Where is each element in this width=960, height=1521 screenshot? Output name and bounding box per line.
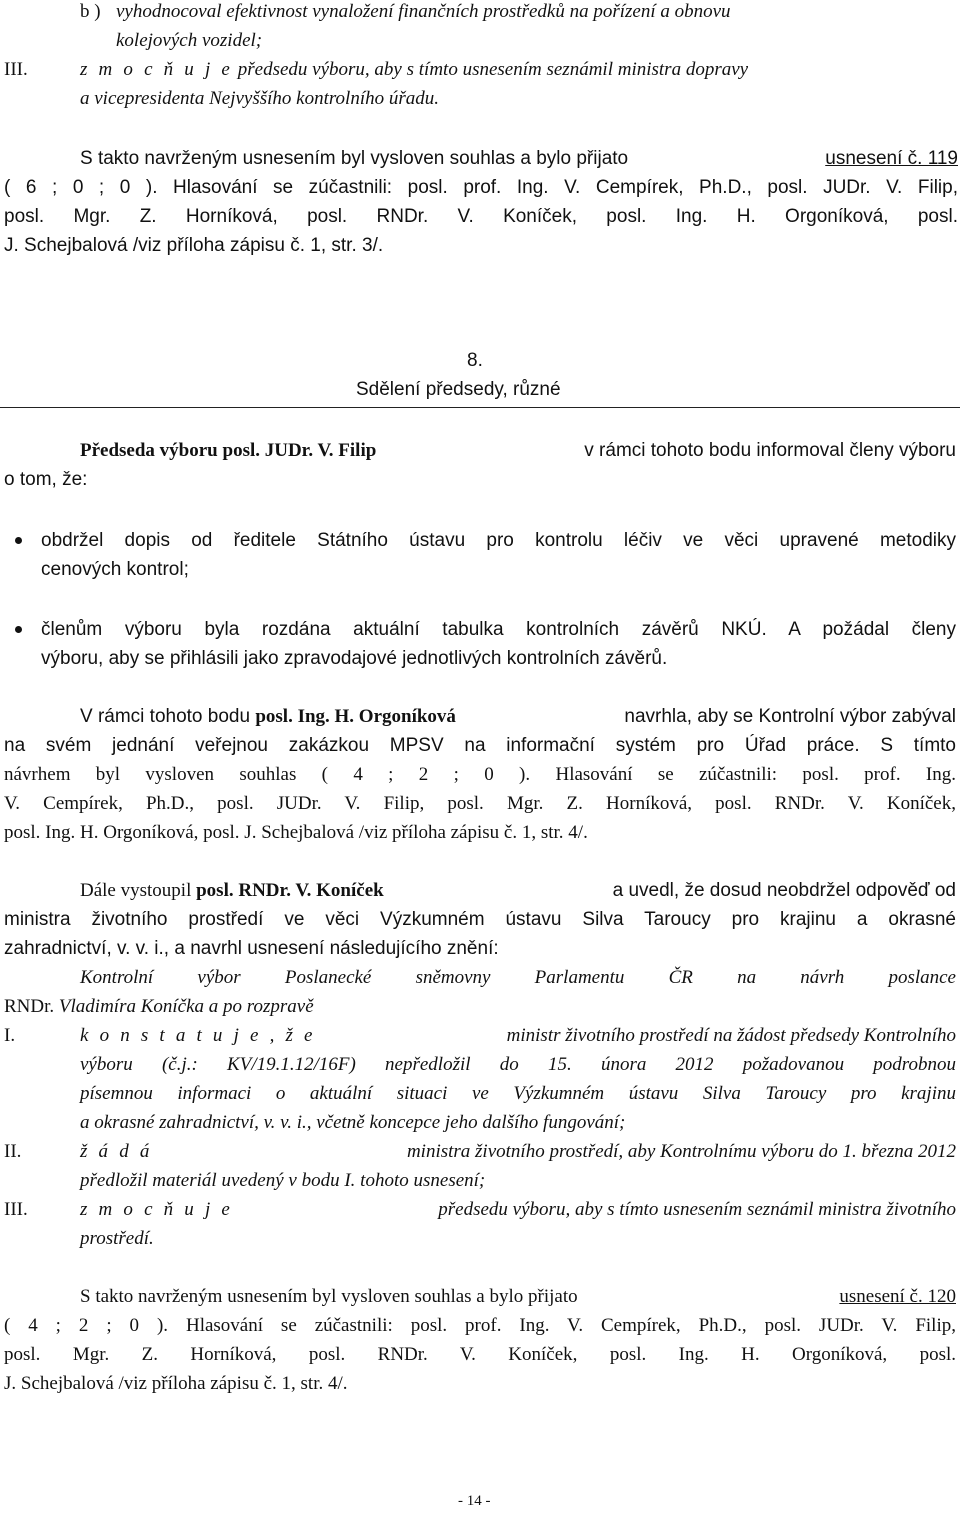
item-iii-marker: III. bbox=[4, 59, 28, 80]
paragraph-konicek-line2: ministra životního prostředí ve věci Výzkumném ústavu Silva Taroucy pro krajinu a okrasné bbox=[4, 909, 956, 930]
resolution-119-intro: S takto navrženým usnesením byl vysloven souhlas a bylo přijato bbox=[80, 148, 629, 169]
item-iii-text-line2: a vicepresidenta Nejvyššího kontrolního úřadu. bbox=[80, 88, 440, 109]
chair-name: Předseda výboru posl. JUDr. V. Filip bbox=[80, 440, 377, 461]
paragraph-orgonikova-line3: návrhem byl vysloven souhlas ( 4 ; 2 ; 0 ). Hlasování se zúčastnili: posl. prof. Ing. bbox=[4, 764, 956, 785]
item-b-text-line1: vyhodnocoval efektivnost vynaložení finančních prostředků na pořízení a obnovu bbox=[116, 1, 731, 22]
resolution-iii-keyword: z m o c ň u j e bbox=[80, 1199, 234, 1220]
resolution-120-number: usnesení č. 120 bbox=[839, 1286, 956, 1307]
paragraph-orgonikova-line2: na svém jednání veřejnou zakázkou MPSV na informační systém pro Úřad práce. S tímto bbox=[4, 735, 956, 756]
paragraph-konicek-rest: a uvedl, že dosud neobdržel odpověď od bbox=[612, 880, 956, 901]
bullet-2-line1: členům výboru byla rozdána aktuální tabulka kontrolních závěrů NKÚ. A požádal členy bbox=[41, 619, 956, 640]
chair-statement-line1 bbox=[80, 436, 956, 465]
resolution-120-line3: posl. Mgr. Z. Horníková, posl. RNDr. V. Koníček, posl. Ing. H. Orgoníková, posl. bbox=[4, 1344, 956, 1365]
resolution-i-keyword: k o n s t a t u j e , ž e bbox=[80, 1025, 316, 1046]
paragraph-orgonikova-line1 bbox=[80, 702, 956, 731]
chair-statement-rest: v rámci tohoto bodu informoval členy výboru bbox=[584, 440, 956, 461]
resolution-iii-line1-rest: předsedu výboru, aby s tímto usnesením seznámil ministra životního bbox=[438, 1199, 956, 1220]
paragraph-konicek-line1 bbox=[80, 876, 956, 905]
resolution-119-line3: posl. Mgr. Z. Horníková, posl. RNDr. V. Koníček, posl. Ing. H. Orgoníková, posl. bbox=[4, 206, 958, 227]
section-divider bbox=[0, 407, 960, 408]
resolution-iii-line2: prostředí. bbox=[80, 1228, 154, 1249]
resolution-i-marker: I. bbox=[4, 1025, 16, 1046]
resolution-120-line4: J. Schejbalová /viz příloha zápisu č. 1, str. 4/. bbox=[4, 1373, 348, 1394]
resolution-ii-keyword: ž á d á bbox=[80, 1141, 153, 1162]
resolution-intro-rest: Vladimíra Koníčka a po rozpravě bbox=[58, 996, 314, 1017]
item-b-text-line2: kolejových vozidel; bbox=[116, 30, 263, 51]
resolution-ii-line1-rest: ministra životního prostředí, aby Kontrolnímu výboru do 1. března 2012 bbox=[406, 1141, 956, 1162]
bullet-1-line1: obdržel dopis od ředitele Státního ústavu pro kontrolu léčiv ve věci upravené metodiky bbox=[41, 530, 956, 551]
resolution-ii-line2: předložil materiál uvedený v bodu I. tohoto usnesení; bbox=[80, 1170, 486, 1191]
resolution-i-line4: a okrasné zahradnictví, v. v. i., včetně koncepce jeho dalšího fungování; bbox=[80, 1112, 626, 1133]
paragraph-konicek-name: posl. RNDr. V. Koníček bbox=[196, 880, 384, 901]
bullet-1-line2: cenových kontrol; bbox=[41, 559, 189, 580]
paragraph-orgonikova-name: posl. Ing. H. Orgoníková bbox=[255, 706, 456, 727]
section-number: 8. bbox=[467, 350, 483, 371]
chair-statement-line2: o tom, že: bbox=[4, 469, 88, 490]
paragraph-konicek-lead: Dále vystoupil bbox=[80, 880, 192, 901]
section-title: Sdělení předsedy, různé bbox=[356, 379, 561, 400]
paragraph-orgonikova-rest: navrhla, aby se Kontrolní výbor zabýval bbox=[624, 706, 956, 727]
paragraph-orgonikova-line4: V. Cempírek, Ph.D., posl. JUDr. V. Filip, posl. Mgr. Z. Horníková, posl. RNDr. V. Koníček, bbox=[4, 793, 956, 814]
resolution-intro-prefix: RNDr. bbox=[4, 996, 55, 1017]
resolution-119-line2: ( 6 ; 0 ; 0 ). Hlasování se zúčastnili: posl. prof. Ing. V. Cempírek, Ph.D., posl. JUDr. V. Filip, bbox=[4, 177, 958, 198]
paragraph-orgonikova-line5: posl. Ing. H. Orgoníková, posl. J. Schejbalová /viz příloha zápisu č. 1, str. 4/. bbox=[4, 822, 588, 843]
resolution-120-line1 bbox=[80, 1282, 956, 1311]
resolution-i-line3: písemnou informaci o aktuální situaci ve Výzkumném ústavu Silva Taroucy pro krajinu bbox=[80, 1083, 956, 1104]
item-iii-line1-rest: předsedu výboru, aby s tímto usnesením seznámil ministra dopravy bbox=[237, 59, 749, 80]
resolution-iii-marker: III. bbox=[4, 1199, 28, 1220]
resolution-119-line1 bbox=[80, 144, 958, 173]
item-iii-text-line1 bbox=[80, 55, 748, 84]
bullet-2-line2: výboru, aby se přihlásili jako zpravodajové jednotlivých kontrolních závěrů. bbox=[41, 648, 668, 669]
resolution-119-line4: J. Schejbalová /viz příloha zápisu č. 1, str. 3/. bbox=[4, 235, 384, 256]
resolution-119-number: usnesení č. 119 bbox=[825, 148, 958, 169]
page-number: - 14 - bbox=[458, 1493, 491, 1509]
resolution-i-line2: výboru (č.j.: KV/19.1.12/16F) nepředložil do 15. února 2012 požadovanou podrobnou bbox=[80, 1054, 956, 1075]
resolution-i-line1-rest: ministr životního prostředí na žádost předsedy Kontrolního bbox=[506, 1025, 956, 1046]
bullet-2-marker bbox=[15, 626, 22, 633]
paragraph-konicek-line3: zahradnictví, v. v. i., a navrhl usnesení následujícího znění: bbox=[4, 938, 499, 959]
paragraph-orgonikova-lead: V rámci tohoto bodu bbox=[80, 706, 251, 727]
resolution-120-intro: S takto navrženým usnesením byl vysloven souhlas a bylo přijato bbox=[80, 1286, 578, 1307]
resolution-intro-line1: Kontrolní výbor Poslanecké sněmovny Parlamentu ČR na návrh poslance bbox=[80, 967, 956, 988]
resolution-intro-line2 bbox=[4, 992, 314, 1021]
item-b-marker: b ) bbox=[80, 1, 101, 22]
resolution-iii-line1 bbox=[80, 1195, 956, 1224]
item-iii-keyword: z m o c ň u j e bbox=[80, 59, 234, 80]
resolution-120-line2: ( 4 ; 2 ; 0 ). Hlasování se zúčastnili: posl. prof. Ing. V. Cempírek, Ph.D., posl. JUDr. V. Filip, bbox=[4, 1315, 956, 1336]
resolution-ii-line1 bbox=[80, 1137, 956, 1166]
bullet-1-marker bbox=[15, 537, 22, 544]
resolution-i-line1 bbox=[80, 1021, 956, 1050]
resolution-ii-marker: II. bbox=[4, 1141, 22, 1162]
